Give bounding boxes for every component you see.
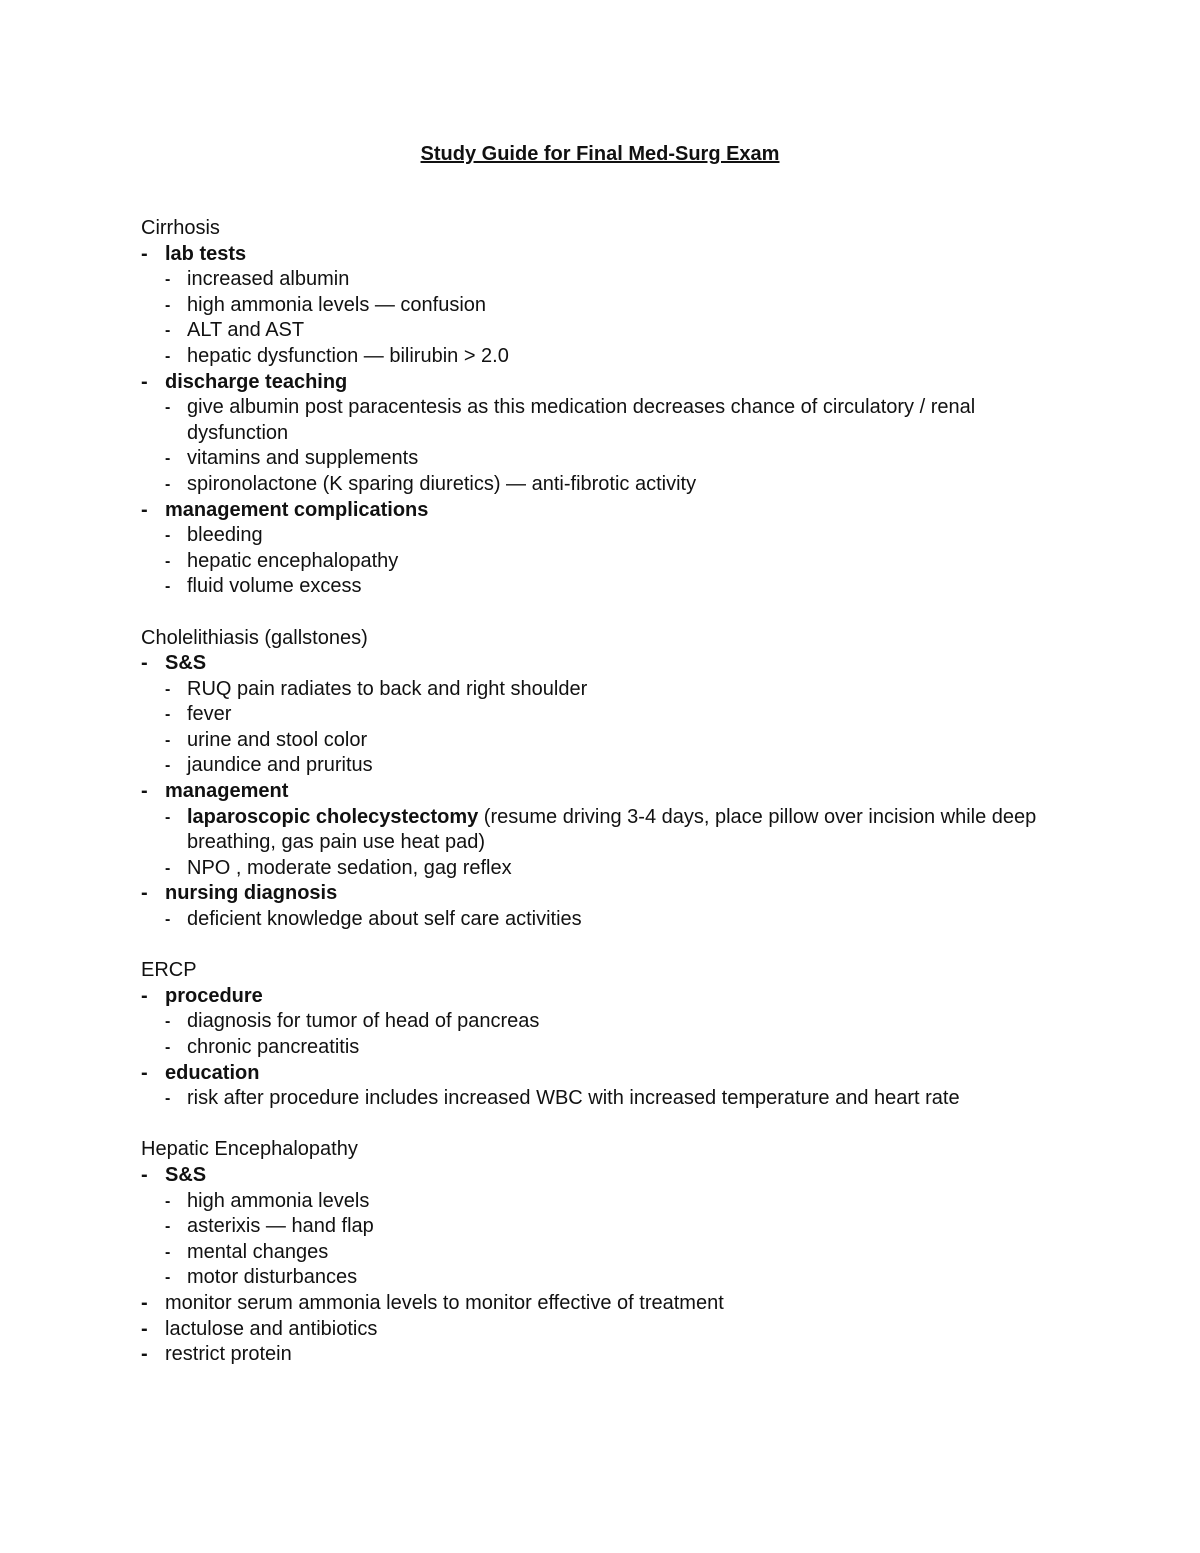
sub-item-text: NPO , moderate sedation, gag reflex <box>187 856 512 879</box>
sub-item-text: RUQ pain radiates to back and right shoulder <box>187 677 588 700</box>
item-text: lactulose and antibiotics <box>165 1317 378 1340</box>
list-item <box>141 651 1081 677</box>
item-label: S&S <box>165 652 207 675</box>
dash-bullet: - <box>165 578 171 596</box>
sub-item <box>141 267 1081 293</box>
dash-bullet: - <box>165 680 171 698</box>
item-label: management complications <box>165 498 429 521</box>
sub-item <box>141 395 1081 446</box>
dash-bullet: - <box>165 296 171 314</box>
dash-bullet: - <box>141 780 148 803</box>
sub-item-text: increased albumin <box>187 268 350 291</box>
dash-bullet: - <box>165 271 171 289</box>
sub-item-text: give albumin post paracentesis as this medication decreases chance of circulatory / renal dysfunction <box>187 396 976 444</box>
dash-bullet: - <box>165 757 171 775</box>
sub-item-text: hepatic encephalopathy <box>187 549 399 572</box>
sub-item <box>141 318 1081 344</box>
sub-item <box>141 1240 1081 1266</box>
dash-bullet: - <box>165 859 171 877</box>
item-label: management <box>165 780 289 803</box>
dash-bullet: - <box>165 347 171 365</box>
section-cirrhosis <box>141 216 1081 600</box>
list-item <box>141 984 1081 1010</box>
document-title: Study Guide for Final Med-Surg Exam <box>420 143 780 165</box>
dash-bullet: - <box>165 706 171 724</box>
dash-bullet: - <box>165 911 171 929</box>
dash-bullet: - <box>141 1317 148 1340</box>
sub-item-text: diagnosis for tumor of head of pancreas <box>187 1010 540 1033</box>
list-item <box>141 1317 1081 1343</box>
sub-item-text: high ammonia levels <box>187 1189 370 1212</box>
section-heading: Cholelithiasis (gallstones) <box>141 626 368 649</box>
list-item <box>141 1061 1081 1087</box>
dash-bullet: - <box>141 498 148 521</box>
item-label: S&S <box>165 1163 207 1186</box>
sub-item-text: urine and stool color <box>187 728 368 751</box>
dash-bullet: - <box>141 1291 148 1314</box>
sub-item-text: fever <box>187 703 232 726</box>
sub-item-text: risk after procedure includes increased WBC with increased temperature and heart rate <box>187 1087 960 1110</box>
sub-item-bold-text: laparoscopic cholecystectomy <box>187 805 479 828</box>
dash-bullet: - <box>141 882 148 905</box>
sub-item <box>141 753 1081 779</box>
sub-item <box>141 1189 1081 1215</box>
dash-bullet: - <box>141 1163 148 1186</box>
sub-item-text: fluid volume excess <box>187 575 362 598</box>
sub-item-text: jaundice and pruritus <box>187 754 373 777</box>
item-text: monitor serum ammonia levels to monitor effective of treatment <box>165 1291 724 1314</box>
dash-bullet: - <box>141 652 148 675</box>
list-item <box>141 498 1081 524</box>
sub-item-text: deficient knowledge about self care activities <box>187 908 582 931</box>
sub-item <box>141 728 1081 754</box>
sub-item-text: hepatic dysfunction — bilirubin > 2.0 <box>187 344 509 367</box>
dash-bullet: - <box>141 242 148 265</box>
sub-item-text: high ammonia levels — confusion <box>187 293 487 316</box>
section-heading: Hepatic Encephalopathy <box>141 1138 358 1161</box>
sub-item <box>141 1035 1081 1061</box>
item-label: education <box>165 1061 260 1084</box>
dash-bullet: - <box>165 1013 171 1031</box>
dash-bullet: - <box>165 399 171 417</box>
list-item <box>141 242 1081 268</box>
dash-bullet: - <box>165 475 171 493</box>
dash-bullet: - <box>165 322 171 340</box>
sub-item <box>141 293 1081 319</box>
list-item <box>141 881 1081 907</box>
sub-item-text: asterixis — hand flap <box>187 1215 374 1238</box>
list-item <box>141 1342 1081 1368</box>
item-text: restrict protein <box>165 1343 292 1366</box>
section-hepatic-encephalopathy <box>141 1137 1081 1367</box>
section-heading: ERCP <box>141 959 197 982</box>
dash-bullet: - <box>165 450 171 468</box>
sub-item-text: (resume driving 3-4 days, place pillow over incision while deep breathing, gas pain use heat pad) <box>187 805 1037 854</box>
sub-item <box>141 907 1081 933</box>
sub-item-text: ALT and AST <box>187 319 305 342</box>
section-heading: Cirrhosis <box>141 217 220 239</box>
list-item <box>141 1163 1081 1189</box>
sub-item-text: mental changes <box>187 1240 329 1263</box>
list-item <box>141 779 1081 805</box>
dash-bullet: - <box>165 552 171 570</box>
section-cholelithiasis <box>141 626 1081 933</box>
sub-item-text: spironolactone (K sparing diuretics) — anti-fibrotic activity <box>187 472 697 495</box>
section-ercp <box>141 958 1081 1112</box>
sub-item <box>141 677 1081 703</box>
sub-item-text: bleeding <box>187 524 263 547</box>
dash-bullet: - <box>165 1192 171 1210</box>
sub-item <box>141 856 1081 882</box>
sub-item <box>141 549 1081 575</box>
dash-bullet: - <box>141 984 148 1007</box>
sub-item <box>141 805 1081 856</box>
item-label: discharge teaching <box>165 370 348 393</box>
dash-bullet: - <box>165 1090 171 1108</box>
dash-bullet: - <box>165 1218 171 1236</box>
dash-bullet: - <box>165 1269 171 1287</box>
dash-bullet: - <box>141 1343 148 1366</box>
dash-bullet: - <box>141 1061 148 1084</box>
sub-item <box>141 1265 1081 1291</box>
dash-bullet: - <box>165 731 171 749</box>
sub-item-text: motor disturbances <box>187 1266 358 1289</box>
dash-bullet: - <box>165 1243 171 1261</box>
sub-item <box>141 1214 1081 1240</box>
dash-bullet: - <box>165 527 171 545</box>
sub-item <box>141 574 1081 600</box>
item-label: nursing diagnosis <box>165 882 338 905</box>
sub-item <box>141 446 1081 472</box>
dash-bullet: - <box>165 1039 171 1056</box>
list-item <box>141 370 1081 396</box>
dash-bullet: - <box>141 370 148 393</box>
item-label: procedure <box>165 984 263 1007</box>
sub-item-text: chronic pancreatitis <box>187 1036 360 1058</box>
dash-bullet: - <box>165 808 171 826</box>
list-item <box>141 1291 1081 1317</box>
sub-item <box>141 344 1081 370</box>
sub-item-text: vitamins and supplements <box>187 447 419 470</box>
sub-item <box>141 1086 1081 1112</box>
sub-item <box>141 702 1081 728</box>
item-label: lab tests <box>165 242 247 265</box>
sub-item <box>141 472 1081 498</box>
document-body <box>141 216 1081 1393</box>
sub-item <box>141 1009 1081 1035</box>
sub-item <box>141 523 1081 549</box>
